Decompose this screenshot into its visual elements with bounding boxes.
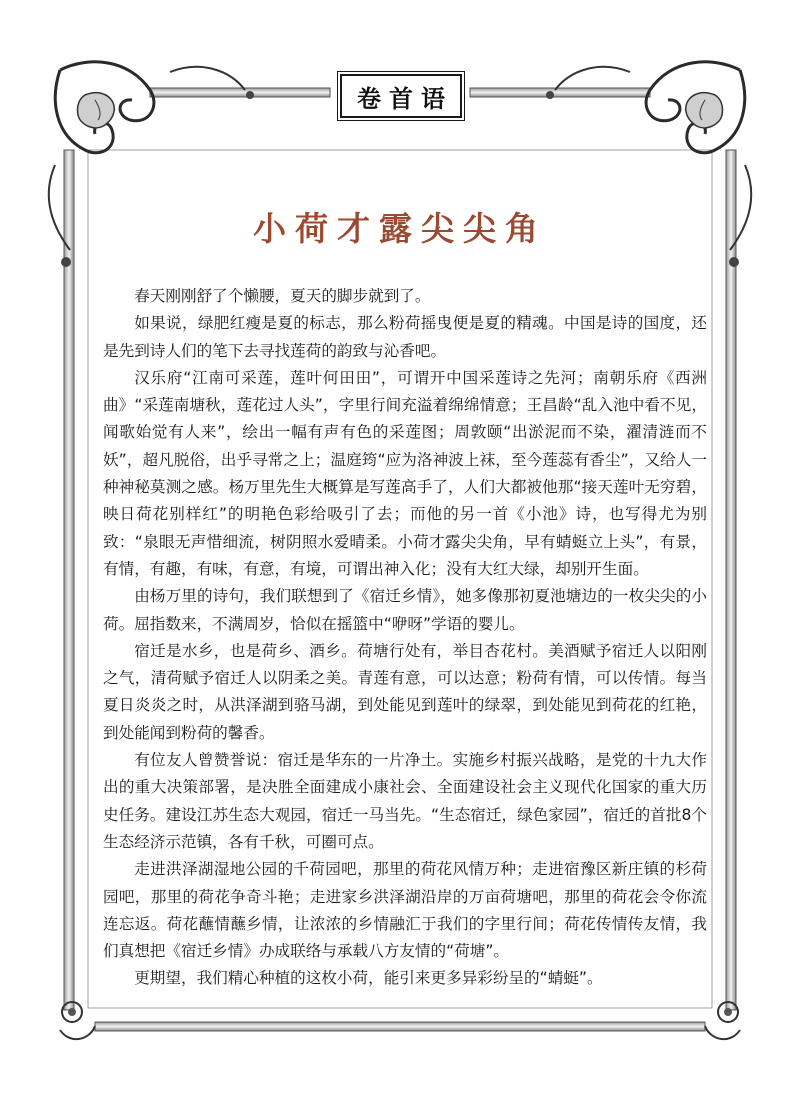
right-border-bar [726,150,736,1010]
paragraph: 有位友人曾赞誉说：宿迁是华东的一片净土。实施乡村振兴战略，是党的十九大作出的重大决策部署，是决胜全面建成小康社会、全面建设社会主义现代化国家的重大历史任务。建设江苏生态大观园，宿迁一马当先。“生态宿迁，绿色家园”，宿迁的首批8个生态经济示范镇，各有千秋，可圈可点。 [103,751,707,851]
article-title: 小荷才露尖尖角 [253,209,547,248]
paragraph: 宿迁是水乡，也是荷乡、酒乡。荷塘行处有，举目杏花村。美酒赋予宿迁人以阳刚之气，清荷赋予宿迁人以阴柔之美。青莲有意，可以达意；粉荷有情，可以传情。每当夏日炎炎之时，从洪泽湖到骆马湖，到处能见到莲叶的绿翠，到处能见到荷花的红艳，到处能闻到粉荷的馨香。 [103,641,707,742]
paragraph: 更期望，我们精心种植的这枚小荷，能引来更多异彩纷呈的“蜻蜓”。 [134,969,603,988]
paragraph: 如果说，绿肥红瘦是夏的标志，那么粉荷摇曳便是夏的精魂。中国是诗的国度，还是先到诗人们的笔下去寻找莲荷的韵致与沁香吧。 [103,314,707,360]
column-label: 卷首语 [340,74,462,118]
paragraph: 春天刚刚舒了个懒腰，夏天的脚步就到了。 [134,287,431,305]
paragraph: 汉乐府“江南可采莲，莲叶何田田”，可谓开中国采莲诗之先河；南朝乐府《西洲曲》“采莲南塘秋，莲花过人头”，字里行间充溢着绵绵情意；王昌龄“乱入池中看不见，闻歌始觉有人来”，绘出一幅有声有色的采莲图；周敦颐“出淤泥而不染，濯清涟而不妖”，超凡脱俗，出乎寻常之上；温庭筠“应为洛神波上袜，至今莲蕊有香尘”，又给人一种神秘莫测之感。杨万里先生大概算是写莲高手了，人们大都被他那“接天莲叶无穷碧，映日荷花别样红”的明艳色彩给吸引了去；而他的另一首《小池》诗，也写得尤为别致：“泉眼无声惜细流，树阴照水爱晴柔。小荷才露尖尖角，早有蜻蜓立上头”，有景，有情，有趣，有味，有意，有境，可谓出神入化；没有大红大绿，却别开生面。 [103,368,707,578]
bottom-border-bar [95,1022,705,1031]
article-body [103,283,707,993]
paragraph: 由杨万里的诗句，我们联想到了《宿迁乡情》，她多像那初夏池塘边的一枚尖尖的小荷。屈指数来，不满周岁，恰似在摇篮中“咿呀”学语的婴儿。 [103,587,707,633]
left-border-bar [64,150,74,1010]
paragraph: 走进洪泽湖湿地公园的千荷园吧，那里的荷花风情万种；走进宿豫区新庄镇的杉荷园吧，那里的荷花争奇斗艳；走进家乡洪泽湖沿岸的万亩荷塘吧，那里的荷花会令你流连忘返。荷花蘸情蘸乡情，让浓浓的乡情融汇于我们的字里行间；荷花传情传友情，我们真想把《宿迁乡情》办成联络与承载八方友情的“荷塘”。 [103,860,707,961]
